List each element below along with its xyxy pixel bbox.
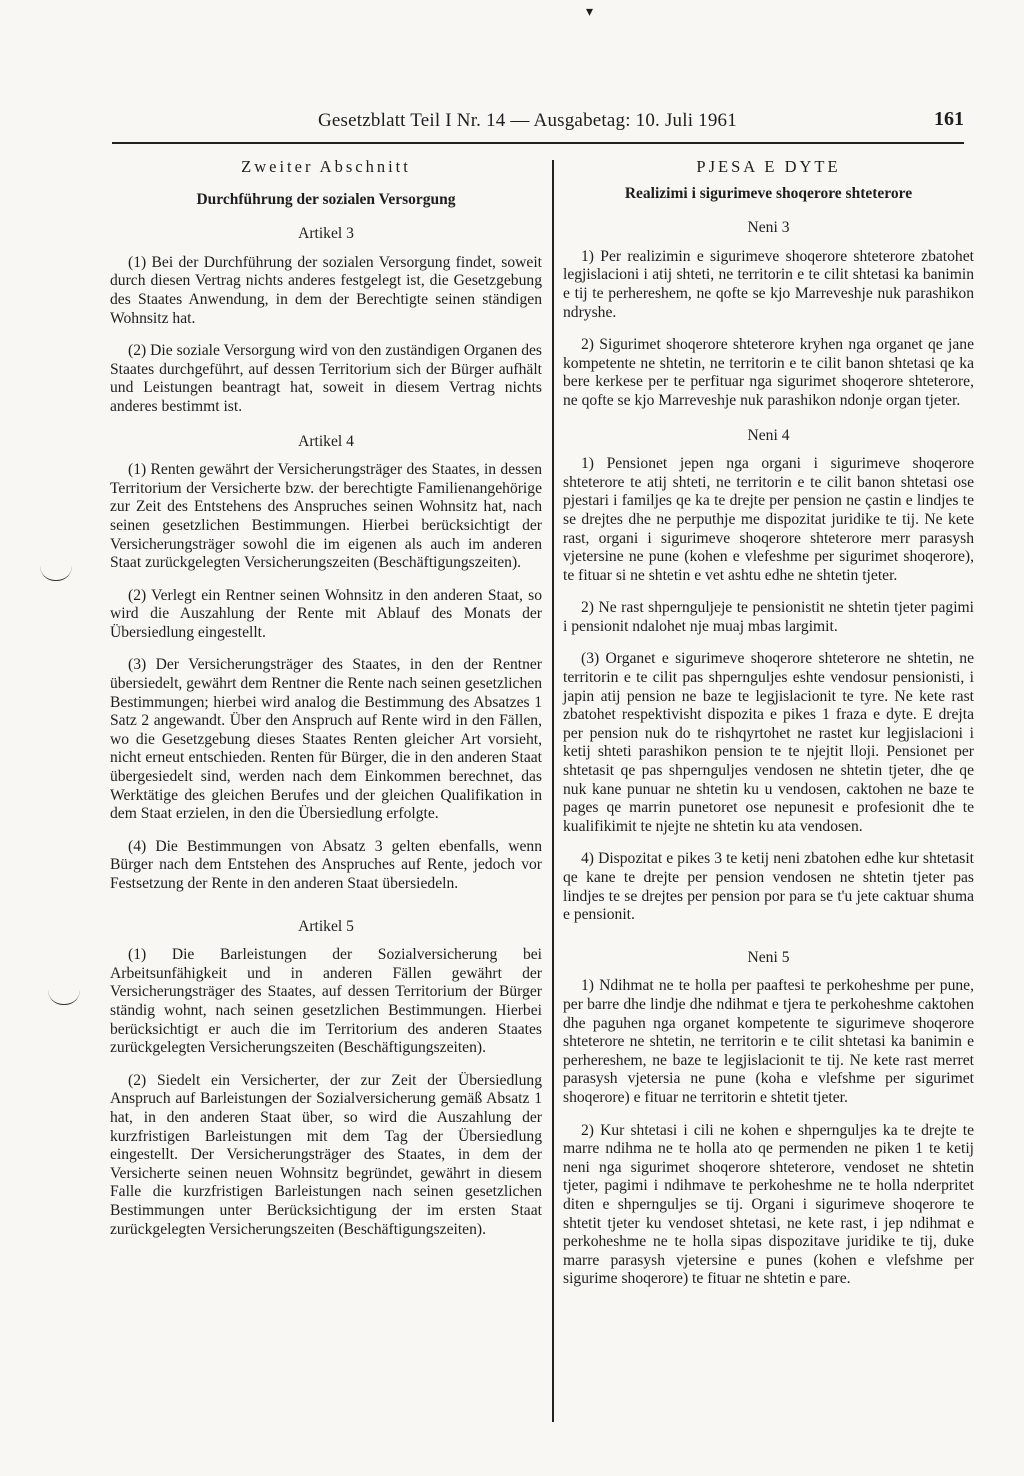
paragraph: (2) Verlegt ein Rentner seinen Wohnsitz in den anderen Staat, so wird die Auszahlung der Rente mit Ablauf des Monats der Übersiedlung eingestellt. [110,586,542,641]
margin-tick-icon [40,566,72,581]
page-number: 161 [934,108,964,130]
paragraph: 2) Kur shtetasi i cili ne kohen e shpernguljes ka te drejte te marre ndihma ne te holla ato qe permenden ne piken 1 te ketij neni nga sigurimet shoqerore shteterore, vendoset ne shtetin tjeter, pagimi i ndihmave te perkoheshme ne te holla nderpritet diten e shpernguljes se tij. Organi i sigurimeve shoqerore te shtetit tjeter ku vendoset shtetasi, ne kete rast, i jep ndihmat e perkoheshme ne te holla sipas dispozitave juridike te tij, duke marre parasysh vjetersine e punes (kohen e vlefshme per sigurime shoqerore) te fituar ne shtetin e pare. [563,1121,974,1288]
article-heading: Neni 5 [747,948,790,966]
paragraph: (2) Siedelt ein Versicherter, der zur Zeit der Übersiedlung Anspruch auf Barleistungen der Sozialversicherung gemäß Absatz 1 hat, in den anderen Staat über, so wird die Auszahlung der kurzfristigen Barleistungen mit dem Tag der Übersiedlung eingestellt. Der Versicherungsträger des Staates, in dem der Versicherte seinen neuen Wohnsitz begründet, gewährt in diesem Falle die kurzfristigen Barleistungen nach seinen gesetzlichen Bestimmungen unter Berücksichtigung der im ersten Staat zurückgelegten Versicherungszeiten (Beschäftigungszeiten). [110,1071,542,1238]
paragraph: 2) Ne rast shpernguljeje te pensionistit ne shtetin tjeter pagimi i pensionit ndalohet nje muaj mbas largimit. [563,599,974,635]
paragraph: (3) Der Versicherungsträger des Staates, in den der Rentner übersiedelt, gewährt dem Rentner die Rente nach seinen gesetzlichen Bestimmungen; hierbei wird analog die Bestimmung des Absatzes 1 Satz 2 angewandt. Über den Anspruch auf Rente wird in den Fällen, wo die Gesetzgebung dieses Staates Renten gleicher Art vorsieht, nicht erneut entschieden. Renten für Bürger, die in den anderen Staat übergesiedelt sind, werden nach dem Einkommen berechnet, das Werktätige des gleichen Berufes und der gleichen Qualifikation in dem Staat erzielen, in den die Übersiedlung erfolgte. [110,656,542,823]
margin-tick-icon [48,990,80,1005]
article-heading: Artikel 3 [298,225,354,243]
paragraph: 1) Ndihmat ne te holla per paaftesi te perkoheshme per pune, per barre dhe lindje dhe ndihmat e tjera te perkoheshme caktohen dhe paguhen nga organet kompetente te sigurimeve shoqerore shteterore ne shtetin, ne territorin e te cilit shtetasi ka banimin e perhereshem, ne baze te legjislacionit te tij. Ne kete rast merret parasysh vjetersia ne pune (koha e vlefshme per sigurimet shoqerore) e fituar ne territorin e shtetit tjeter. [563,977,974,1106]
paragraph: 1) Per realizimin e sigurimeve shoqerore shteterore zbatohet legjislacioni i atij shteti, ne territorin e te cilit shtetasi ka banimin e tij te perhereshem, ne qofte se kjo Marreveshje nuk parashikon ndryshe. [563,247,974,321]
paragraph: 2) Sigurimet shoqerore shteterore kryhen nga organet qe jane kompetente ne shtetin, ne territorin e te cilit banon shtetasi qe ka bere kerkese per te perfituar nga sigurimet shoqerore shteterore, ne qofte se kjo Marreveshje nuk parashikon ndonje organ tjeter. [563,336,974,409]
article-heading: Neni 4 [747,426,790,444]
paragraph: (1) Bei der Durchführung der sozialen Versorgung findet, soweit durch diesen Vertrag nichts anderes festgelegt ist, die Gesetzgebung des Staates Anwendung, in dem der Berechtigte seinen ständigen Wohnsitz hat. [110,253,542,327]
scan-speck-icon: ▾ [586,5,594,20]
albanian-column [563,158,974,1303]
paragraph: (3) Organet e sigurimeve shoqerore shteterore ne shtetin, ne territorin e te cilit pas shpernguljes eshte vendosur pensionisti, i japin atij pension ne baze te legjislacionit te tyre. Ne kete rast zbatohet respektivisht dispozita e pikes 1 fraza e dyte. E drejta per pension nuk do te rishqyrtohet ne rastet kur legjislacioni i ketij shteti parashikon pension te te njejtit lloji. Pensionet per shtetasit qe pas shpernguljes vendosen ne shtetin tjeter, dhe qe nuk kane punuar ne shtetin ku u vendosen, caktohen ne baze te pages qe marrin punetoret ose nepunesit e profesionit dhe te kualifikimit te njejte ne shtetin ku ata vendosen. [563,650,974,835]
article-heading: Artikel 5 [298,917,354,935]
section-subtitle-albanian: Realizimi i sigurimeve shoqerore shteterore [624,184,913,202]
page-header [112,108,964,144]
article-heading: Artikel 4 [298,432,354,450]
section-subtitle-german: Durchführung der sozialen Versorgung [196,190,456,208]
paragraph: (2) Die soziale Versorgung wird von den zuständigen Organen des Staates durchgeführt, auf dessen Territorium sich der Bürger aufhält und Leistungen beantragt hat, soweit in diesem Vertrag nichts anderes bestimmt ist. [110,342,542,415]
article-heading: Neni 3 [747,219,790,237]
paragraph: (1) Renten gewährt der Versicherungsträger des Staates, in dessen Territorium der Versicherte bzw. der berechtigte Familienangehörige zur Zeit des Entstehens des Anspruches seinen Wohnsitz hat, nach seinen gesetzlichen Bestimmungen. Hierbei berücksichtigt der Versicherungsträger sowohl die im eigenen als auch im anderen Staat zurückgelegten Versicherungszeiten (Beschäftigungszeiten). [110,461,542,572]
section-title-albanian: PJESA E DYTE [696,157,841,176]
column-divider [552,160,554,1422]
paragraph: 4) Dispozitat e pikes 3 te ketij neni zbatohen edhe kur shtetasit qe kane te drejte per pension vendosen ne shtetin tjeter pas lindjes te se drejtes per pension por para se t'u jete caktuar shuma e pensionit. [563,850,974,924]
paragraph: (1) Die Barleistungen der Sozialversicherung bei Arbeitsunfähigkeit und in anderen Fällen gewährt der Versicherungsträger des Staates, auf dessen Territorium der Bürger ständig wohnt, nach seinen gesetzlichen Bestimmungen. Hierbei berücksichtigt er auch die im Territorium des anderen Staates zurückgelegten Versicherungszeiten (Beschäftigungszeiten). [110,946,542,1057]
german-column [110,158,542,1253]
paragraph: (4) Die Bestimmungen von Absatz 3 gelten ebenfalls, wenn Bürger nach dem Entstehen des Anspruches auf Rente, jedoch vor Festsetzung der Rente in den anderen Staat übersiedeln. [110,837,542,892]
gazette-title: Gesetzblatt Teil I Nr. 14 — Ausgabetag: 10. Juli 1961 [318,110,737,131]
section-title-german: Zweiter Abschnitt [241,157,411,176]
paragraph: 1) Pensionet jepen nga organi i sigurimeve shoqerore shteterore te atij shteti, ne territorin e te cilit banon shtetasi ose pjestari i familjes qe ka te drejte per pension ne çastin e lindjes te se drejtes dhe ne perputhje me dispozitat juridike te tij. Ne kete rast, organi i sigurimeve shoqerore shteterore merr parasysh vjetersine ne pune (kohen e vlefeshme per sigurimet shoqerore), te fituar si ne shtetin e vet ashtu edhe ne shtetin tjeter. [563,455,974,584]
